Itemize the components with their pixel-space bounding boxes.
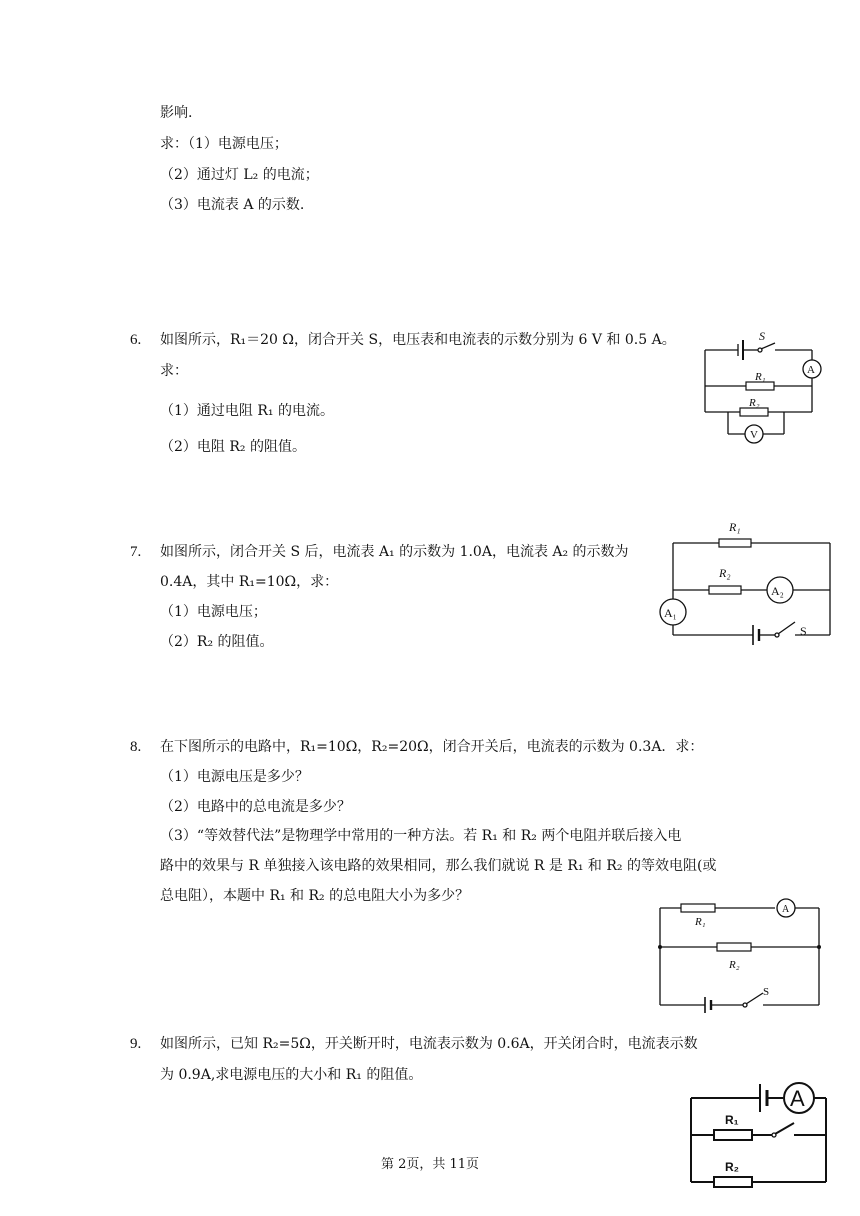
q5-part2: （2）通过灯 L₂ 的电流； [160,167,319,183]
q7-line2: 0.4A，其中 R₁=10Ω，求： [160,574,339,590]
q9-ammeter-label: A [790,1086,805,1111]
q8-circuit-diagram [655,895,830,1010]
q6-line2: 求： [160,363,188,379]
q7-a1-label: A₁ [664,606,677,620]
q8-part2: （2）电路中的总电流是多少？ [160,799,351,815]
q8-ammeter-label: A [782,904,790,915]
q8-switch-label: S [763,986,770,998]
q7-a2-label: A₂ [771,584,784,598]
resistor-r1-icon [746,382,774,390]
q7-circuit-diagram [655,515,835,645]
q6-number: 6. [130,332,142,348]
q7-switch-label: S [800,624,807,638]
q5-ask: 求：（1）电源电压； [160,136,288,152]
q9-circuit-diagram [688,1078,833,1193]
q8-r1-label: R₁ [695,916,706,928]
q8-r2-label: R₂ [729,959,740,971]
q8-number: 8. [130,739,142,755]
page-footer: 第 2页，共 11页 [380,1157,480,1172]
q9-line1: 如图所示，已知 R₂=5Ω，开关断开时，电流表示数为 0.6A，开关闭合时，电流表示数 [160,1036,698,1052]
resistor-r1-icon [681,904,715,912]
q7-number: 7. [130,544,142,560]
q6-switch-label: S [759,329,765,343]
q5-part3: （3）电流表 A 的示数. [160,197,305,213]
q6-voltmeter-label: V [750,429,758,441]
resistor-r2-icon [709,586,741,594]
resistor-r2-icon [717,943,751,951]
q6-part1: （1）通过电阻 R₁ 的电流。 [160,403,334,419]
resistor-r2-icon [740,408,768,416]
q6-r2-label: R₂ [749,397,760,409]
q6-circuit-diagram [700,330,830,450]
q8-part3-line2: 路中的效果与 R 单独接入该电路的效果相同，那么我们就说 R 是 R₁ 和 R₂ 的等效电阻(或 [160,858,717,874]
q7-r2-label: R₂ [719,566,731,580]
q8-part3-line1: （3）“等效替代法”是物理学中常用的一种方法。若 R₁ 和 R₂ 两个电阻并联后接入电 [160,828,682,844]
q8-line1: 在下图所示的电路中，R₁=10Ω，R₂=20Ω，闭合开关后，电流表的示数为 0.3A．求： [160,739,704,755]
q8-part1: （1）电源电压是多少？ [160,769,309,785]
q6-r1-label: R₁ [755,371,766,383]
q5-tail: 影响. [160,105,193,121]
q9-number: 9. [130,1036,142,1052]
q8-part3-line3: 总电阻），本题中 R₁ 和 R₂ 的总电阻大小为多少？ [160,888,470,904]
q7-line1: 如图所示，闭合开关 S 后，电流表 A₁ 的示数为 1.0A，电流表 A₂ 的示数为 [160,544,629,560]
q6-ammeter-label: A [807,364,815,376]
q7-r1-label: R₁ [729,520,741,534]
q9-r2-label: R₂ [725,1160,739,1174]
q6-line1: 如图所示，R₁＝20 Ω，闭合开关 S，电压表和电流表的示数分别为 6 V 和 0.5 A。 [160,332,676,348]
q7-part2: （2）R₂ 的阻值。 [160,634,274,650]
resistor-r2-icon [714,1177,752,1187]
q6-part2: （2）电阻 R₂ 的阻值。 [160,439,306,455]
resistor-r1-icon [719,539,751,547]
q7-part1: （1）电源电压； [160,604,267,620]
q9-line2: 为 0.9A,求电源电压的大小和 R₁ 的阻值。 [160,1067,423,1083]
q9-r1-label: R₁ [725,1113,739,1127]
resistor-r1-icon [714,1130,752,1140]
